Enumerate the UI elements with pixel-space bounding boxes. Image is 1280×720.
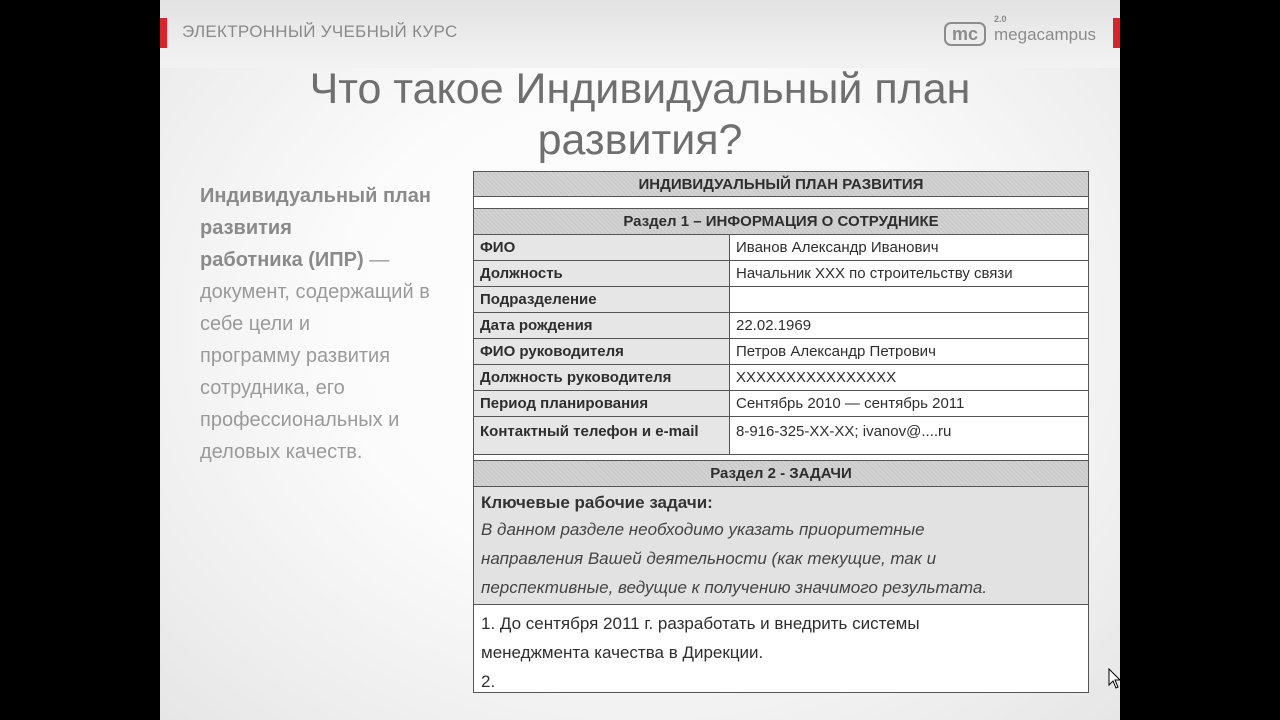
field-label: Период планирования	[474, 391, 730, 416]
definition-line: программу развития	[200, 345, 391, 367]
field-value	[730, 287, 1088, 312]
slide-title	[160, 64, 1120, 166]
logo-text: megacampus	[994, 25, 1097, 44]
definition-line: себе цели и	[200, 313, 311, 335]
table-row	[473, 391, 1089, 417]
tasks-description	[473, 487, 1089, 605]
task-item: менеджмента качества в Дирекции.	[481, 643, 764, 662]
definition-term-3: работника (ИПР)	[200, 249, 364, 271]
field-value: XXXXXXXXXXXXXXXX	[730, 365, 1088, 390]
field-label: ФИО	[474, 235, 730, 260]
accent-mark-right	[1113, 18, 1120, 48]
definition-line: деловых качеств.	[200, 441, 363, 463]
logo-version: 2.0	[994, 14, 1007, 24]
section-2-header: Раздел 2 - ЗАДАЧИ	[473, 461, 1089, 487]
field-value: Петров Александр Петрович	[730, 339, 1088, 364]
tasks-title: Ключевые рабочие задачи:	[481, 493, 713, 512]
table-title: ИНДИВИДУАЛЬНЫЙ ПЛАН РАЗВИТИЯ	[473, 171, 1089, 197]
title-line-2: развития?	[537, 116, 743, 164]
definition-line: документ, содержащий в	[200, 281, 430, 303]
task-items	[473, 605, 1089, 693]
field-value: 22.02.1969	[730, 313, 1088, 338]
table-row	[473, 365, 1089, 391]
tasks-hint-line: перспективные, ведущие к получению значимого результата.	[481, 578, 988, 597]
field-value: Сентябрь 2010 — сентябрь 2011	[730, 391, 1088, 416]
definition-dash: —	[363, 249, 390, 271]
field-label: Дата рождения	[474, 313, 730, 338]
tasks-hint-line: направления Вашей деятельности (как текущие, так и	[481, 549, 937, 568]
field-value: Иванов Александр Иванович	[730, 235, 1088, 260]
task-item: 1. До сентября 2011 г. разработать и внедрить системы	[481, 614, 920, 633]
section-1-header: Раздел 1 – ИНФОРМАЦИЯ О СОТРУДНИКЕ	[473, 209, 1089, 235]
logo-mark: mc	[944, 22, 986, 46]
task-item: 2.	[481, 672, 496, 691]
tasks-hint-line: В данном разделе необходимо указать приоритетные	[481, 520, 925, 539]
mouse-cursor-icon	[1108, 668, 1122, 690]
table-row	[473, 339, 1089, 365]
title-line-1: Что такое Индивидуальный план	[309, 65, 971, 113]
table-row	[473, 287, 1089, 313]
field-label: Должность руководителя	[474, 365, 730, 390]
definition-term-2: развития	[200, 217, 292, 239]
field-value: 8-916-325-ХХ-ХХ; ivanov@....ru	[730, 417, 1088, 454]
definition-term-1: Индивидуальный план	[200, 185, 431, 207]
table-row	[473, 313, 1089, 339]
definition-line: профессиональных и	[200, 409, 400, 431]
definition-text	[200, 180, 470, 468]
slide	[160, 0, 1120, 720]
header-bar	[160, 0, 1120, 68]
table-row	[473, 261, 1089, 287]
field-label: Должность	[474, 261, 730, 286]
course-label: ЭЛЕКТРОННЫЙ УЧЕБНЫЙ КУРС	[182, 22, 458, 41]
field-label: Контактный телефон и e-mail	[474, 417, 730, 454]
field-label: ФИО руководителя	[474, 339, 730, 364]
accent-mark-left	[160, 18, 167, 48]
ipr-table	[473, 171, 1089, 693]
table-row	[473, 235, 1089, 261]
field-label: Подразделение	[474, 287, 730, 312]
table-row	[473, 417, 1089, 455]
megacampus-logo	[944, 14, 1114, 54]
field-value: Начальник ХХХ по строительству связи	[730, 261, 1088, 286]
definition-line: сотрудника, его	[200, 377, 345, 399]
table-spacer	[473, 197, 1089, 209]
